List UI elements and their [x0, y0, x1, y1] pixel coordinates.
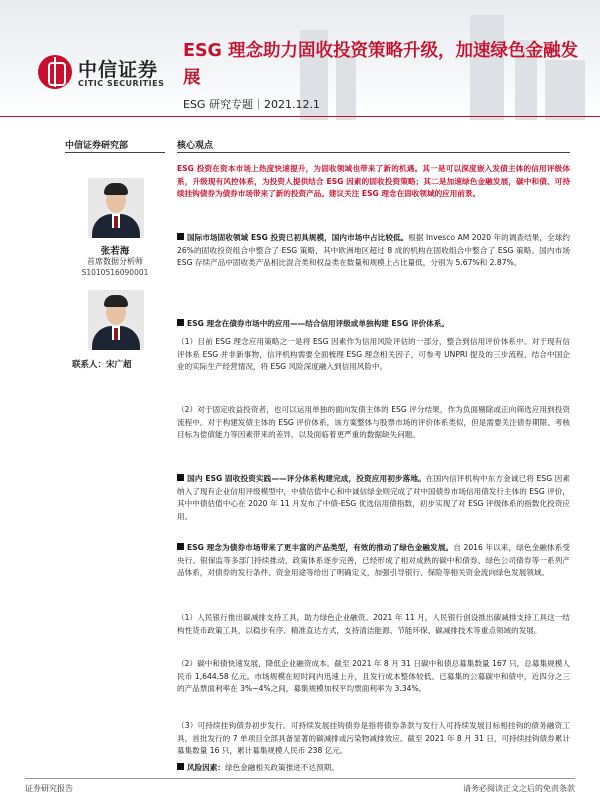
section-domestic-practice	[177, 473, 570, 523]
paragraph: （1）目前 ESG 理念应用策略之一是将 ESG 因素作为信用风险评估的一部分，整合到信用评价体系中。对于现有信评体系 ESG 并非新事物，信评机构需要全面梳理 ESG 理念相关因子，可参考 UNPRI 提及的三步流程，结合中国企业的实际生产经营情况，将 ESG 风险深度融入到信用风险中。	[177, 337, 570, 372]
section-heading: ESG 理念为债券市场带来了更丰富的产品类型，有效的推动了绿色金融发展。	[187, 543, 454, 552]
section-body: 在国内信评机构中东方金诚已将 ESG 因素纳入了现有企业信用评级模型中，中债估值中心和中诚信绿金则完成了对中国债券市场信用债发行主体的 ESG 评价，其中中债估值中心在 2020 年 11 月发布了中债-ESG 优选信用债指数，初步实现了对 ESG 评级体系的指数化投资应用。	[177, 474, 570, 521]
report-subtitle: ESG 研究专题｜2021.12.1	[183, 98, 320, 111]
core-summary: ESG 投资在资本市场上热度快速提升，为固收领域也带来了新的机遇。其一是可以深度嵌入发债主体的信用评级体系，升级现有风控体系，为投资人提供结合 ESG 因素的固收投资策略；其二是加速绿色金融发展，碳中和债、可持续挂钩债券为债券市场带来了新的投资产品。建议关注 ESG 理念在固收领域的应用前景。	[177, 164, 570, 199]
sidebar-divider	[65, 152, 165, 153]
footer-divider	[25, 778, 575, 779]
bullet-square-icon	[177, 233, 184, 240]
report-title: ESG 理念助力固收投资策略升级，加速绿色金融发展	[183, 41, 579, 88]
analyst-avatar	[88, 178, 144, 238]
contact-person: 联系人：宋广超	[72, 360, 132, 370]
section-international	[177, 232, 570, 270]
citic-logo-icon	[38, 55, 72, 89]
paragraph: （2）碳中和债快速发展，降低企业融资成本。截至 2021 年 8 月 31 日碳中和债总募集数量 167 只，总募集规模人民币 1,644.58 亿元。市场规模在短时间内迅速上升，且发行成本整体较低。已募集的公募碳中和债中，近四分之三的产品票面利率在 3%~4%之间，募集规模加权平均票面利率为 3.34%。	[177, 659, 570, 694]
header-divider	[0, 116, 600, 117]
bullet-square-icon	[177, 319, 184, 326]
department-label: 中信证券研究部	[65, 141, 129, 151]
section-products	[177, 542, 570, 580]
bullet-square-icon	[177, 763, 184, 770]
footer-report-type: 证券研究报告	[25, 784, 73, 793]
paragraph: （3）可持续挂钩债券初步发行。可持续发展挂钩债券是指将债券条款与发行人可持续发展目标相挂钩的债务融资工具，首批发行的 7 单项目全部具备显著的碳减排或污染物减排效应。截至 2021 年 8 月 31 日，可持续挂钩债券累计募集数量 16 只，累计募集规模人民币 238 亿元。	[177, 721, 570, 756]
logo-name-cn: 中信证券	[78, 59, 159, 81]
citic-logo	[38, 55, 173, 95]
section-heading: ESG 理念在债券市场中的应用——结合信用评级或单独构建 ESG 评价体系。	[187, 319, 449, 328]
bullet-square-icon	[177, 543, 184, 550]
contact-avatar	[88, 290, 144, 350]
core-view-divider	[177, 152, 570, 153]
analyst-role: 首席数据分析师	[87, 257, 143, 266]
section-body: 根据 Invesco AM 2020 年的调查结果，全球约 26%的固收投资组合中整合了 ESG 策略，其中欧洲地区超过 8 成的机构在固收组合中整合了 ESG 策略。国内市场 ESG 存续产品中固收类产品相比混合类和权益类在数量和规模上占比量低，分别为 5.67%和 2.87%。	[177, 233, 570, 268]
section-heading: 国际市场固收领域 ESG 投资已初具规模，国内市场中占比较低。	[187, 233, 409, 242]
analyst-name: 张若海	[100, 246, 130, 257]
section-heading: 国内 ESG 固收投资实践——评分体系构建完成，投资应用初步落地。	[187, 474, 426, 483]
section-bond-application	[177, 318, 570, 331]
analyst-license-id: S1010516090001	[81, 268, 149, 277]
paragraph: （1）人民银行推出碳减排支持工具，助力绿色企业融资。2021 年 11 月，人民银行创设推出碳减排支持工具这一结构性货币政策工具，以稳步有序、精准直达方式，支持清洁能源、节能环保、碳减排技术等重点领域的发展。	[177, 613, 570, 635]
risk-factors	[177, 762, 570, 775]
risk-text: 绿色金融相关政策推进不达预期。	[224, 763, 339, 772]
paragraph: （2）对于固定收益投资者，也可以运用单独的面向发债主体的 ESG 评分结果，作为负面剔除或正向筛选应用到投资流程中。对于构建发债主体的 ESG 评价体系，该方案整体与股票市场的评价体系类似，但是需要关注债券期限、考核目标为偿债能力等因素带来的差异，以及面临着更严重的数据缺失问题。	[177, 405, 570, 440]
risk-label: 风险因素：	[187, 763, 225, 772]
core-view-heading: 核心观点	[177, 141, 214, 151]
bullet-square-icon	[177, 474, 184, 481]
section-body: 自 2016 年以来，绿色金融体系受央行、银保监等多部门持续推动，政策体系逐步完善，已经形成了相对成熟的碳中和债券、绿色公司债券等一系列产品体系，对债券的发行条件、资金用途等给出了明确定义，加强引导银行、保险等相关资金流向绿色发展领域。	[177, 543, 571, 578]
footer-disclaimer: 请务必阅读正文之后的免责条款	[463, 784, 575, 793]
logo-name-en: CITIC SECURITIES	[78, 79, 165, 88]
